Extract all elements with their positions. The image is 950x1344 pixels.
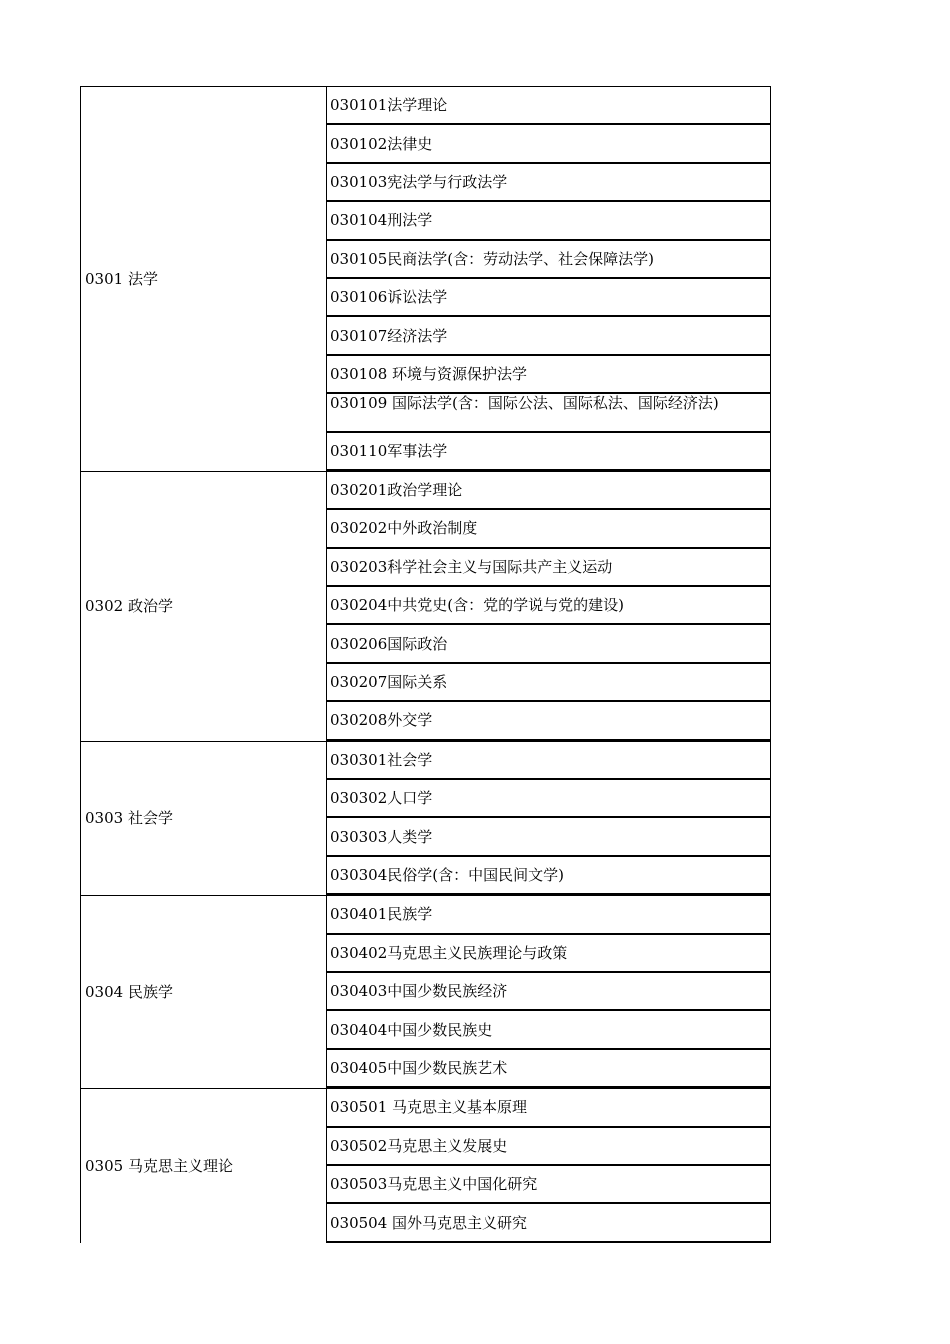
sub-list	[326, 1089, 771, 1243]
table-row: 030301社会学	[326, 742, 771, 780]
sub-list	[326, 472, 771, 741]
table-group-0304	[80, 895, 771, 1088]
table-row: 030106诉讼法学	[326, 279, 771, 317]
table-row: 030503马克思主义中国化研究	[326, 1166, 771, 1204]
table-row: 030304民俗学(含：中国民间文学)	[326, 857, 771, 895]
table-row: 030402马克思主义民族理论与政策	[326, 935, 771, 973]
table-group-0303	[80, 741, 771, 896]
table-row: 030302人口学	[326, 780, 771, 818]
table-row: 030109 国际法学(含：国际公法、国际私法、国际经济法)	[326, 394, 771, 432]
table-row: 030403中国少数民族经济	[326, 973, 771, 1011]
table-row: 030401民族学	[326, 896, 771, 934]
table-row: 030101法学理论	[326, 87, 771, 125]
table-row: 030303人类学	[326, 818, 771, 856]
table-row: 030102法律史	[326, 125, 771, 163]
table-row: 030103宪法学与行政法学	[326, 164, 771, 202]
table-row: 030501 马克思主义基本原理	[326, 1089, 771, 1127]
sub-list	[326, 896, 771, 1088]
table-row: 030207国际关系	[326, 664, 771, 702]
table-group-0305	[80, 1088, 771, 1243]
table-row: 030405中国少数民族艺术	[326, 1050, 771, 1088]
table-row: 030104刑法学	[326, 202, 771, 240]
table-row: 030404中国少数民族史	[326, 1011, 771, 1049]
sub-list	[326, 742, 771, 896]
table-row: 030110军事法学	[326, 433, 771, 471]
table-row: 030204中共党史(含：党的学说与党的建设)	[326, 587, 771, 625]
major-cell: 0305 马克思主义理论	[85, 1156, 233, 1175]
table-group-0302	[80, 471, 771, 741]
major-cell: 0303 社会学	[85, 809, 173, 828]
major-cell: 0302 政治学	[85, 597, 173, 616]
table-row: 030105民商法学(含：劳动法学、社会保障法学)	[326, 241, 771, 279]
table-row: 030201政治学理论	[326, 472, 771, 510]
table-row: 030107经济法学	[326, 317, 771, 355]
table-row: 030208外交学	[326, 702, 771, 740]
table-row: 030108 环境与资源保护法学	[326, 356, 771, 394]
discipline-table	[80, 86, 771, 1243]
table-row: 030203科学社会主义与国际共产主义运动	[326, 549, 771, 587]
table-row: 030206国际政治	[326, 625, 771, 663]
table-group-0301	[80, 86, 771, 471]
sub-list	[326, 87, 771, 471]
major-cell: 0301 法学	[85, 269, 158, 288]
table-row: 030502马克思主义发展史	[326, 1128, 771, 1166]
major-cell: 0304 民族学	[85, 983, 173, 1002]
table-row: 030504 国外马克思主义研究	[326, 1204, 771, 1242]
table-row: 030202中外政治制度	[326, 510, 771, 548]
